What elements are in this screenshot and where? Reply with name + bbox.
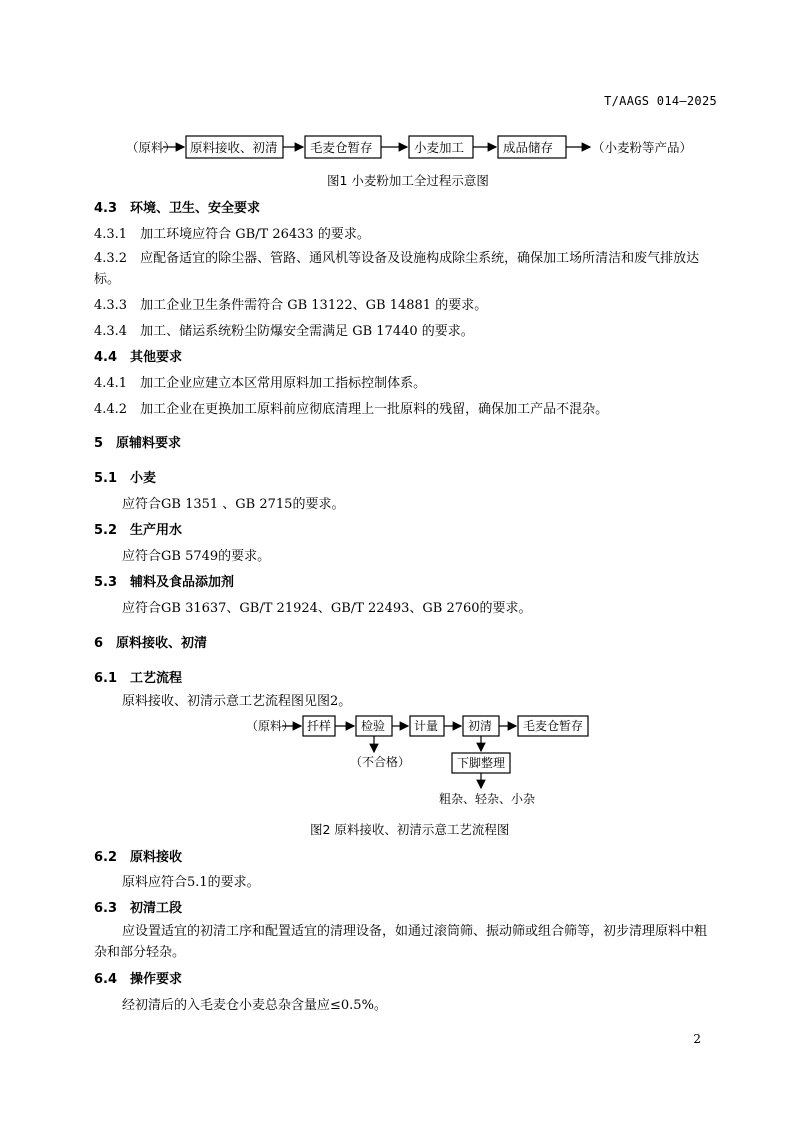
section-5-2-text: 应符合GB 5749的要求。 [122, 549, 271, 564]
fig1-box-storage-label: 毛麦仓暂存 [310, 140, 373, 155]
section-6-1-heading: 6.1 工艺流程 [94, 671, 183, 686]
fig1-box-processing-label: 小麦加工 [414, 140, 465, 155]
clause-4-3-3: 4.3.3 加工企业卫生条件需符合 GB 13122、GB 14881 的要求。 [94, 298, 488, 313]
section-5-1-text: 应符合GB 1351 、GB 2715的要求。 [122, 497, 345, 512]
fig2-box-residue-label: 下脚整理 [457, 756, 506, 770]
section-6-4-heading: 6.4 操作要求 [94, 972, 183, 987]
section-5-heading: 5 原辅料要求 [94, 436, 182, 451]
clause-4-3-2: 4.3.2 应配备适宜的除尘器、管路、通风机等设备及设施构成除尘系统，确保加工场所清洁和废气排放达标。 [94, 251, 700, 287]
document-id: T/AAGS 014—2025 [604, 94, 717, 108]
fig2-box-sampling-label: 扦样 [307, 719, 332, 733]
fig1-start-label: （原料） [126, 140, 177, 155]
clause-4-4-1: 4.4.1 加工企业应建立本区常用原料加工指标控制体系。 [94, 376, 427, 391]
clause-4-3-4: 4.3.4 加工、储运系统粉尘防爆安全需满足 GB 17440 的要求。 [94, 324, 474, 339]
section-5-1-heading: 5.1 小麦 [94, 471, 157, 486]
clause-4-3-1: 4.3.1 加工环境应符合 GB/T 26433 的要求。 [94, 227, 370, 242]
section-6-heading: 6 原料接收、初清 [94, 636, 208, 651]
section-4-3-heading: 4.3 环境、卫生、安全要求 [94, 201, 261, 216]
section-5-2-heading: 5.2 生产用水 [94, 523, 183, 538]
fig2-reject-label: （不合格） [350, 755, 411, 769]
section-6-3-text: 应设置适宜的初清工序和配置适宜的清理设备，如通过滚筒筛、振动筛或组合筛等，初步清理原料中粗杂和部分轻杂。 [94, 924, 708, 960]
fig2-impurities-label: 粗杂、轻杂、小杂 [439, 792, 536, 806]
section-6-2-text: 原料应符合5.1的要求。 [122, 875, 260, 890]
figure-2-caption: 图2 原料接收、初清示意工艺流程图 [310, 822, 510, 837]
section-6-2-heading: 6.2 原料接收 [94, 850, 183, 865]
section-6-3-heading: 6.3 初清工段 [94, 901, 183, 916]
page-number: 2 [693, 1032, 701, 1046]
fig2-box-inspection-label: 检验 [361, 719, 386, 733]
fig1-box-product-storage-label: 成品储存 [503, 140, 554, 155]
fig2-box-precleaning-label: 初清 [468, 719, 493, 733]
section-6-1-text: 原料接收、初清示意工艺流程图见图2。 [122, 694, 352, 709]
fig1-end-label: （小麦粉等产品） [592, 140, 693, 155]
fig1-box-receive-label: 原料接收、初清 [190, 140, 278, 155]
section-5-3-text: 应符合GB 31637、GB/T 21924、GB/T 22493、GB 2760的要求。 [122, 601, 532, 616]
clause-4-4-2: 4.4.2 加工企业在更换加工原料前应彻底清理上一批原料的残留，确保加工产品不混杂。 [94, 402, 609, 417]
section-4-4-heading: 4.4 其他要求 [94, 350, 183, 365]
section-5-3-heading: 5.3 辅料及食品添加剂 [94, 575, 235, 590]
figure-2-flowchart [240, 711, 600, 811]
fig2-box-storage-label: 毛麦仓暂存 [523, 719, 584, 733]
figure-1-flowchart [120, 133, 700, 163]
figure-1-caption: 图1 小麦粉加工全过程示意图 [327, 173, 489, 188]
fig2-box-weighing-label: 计量 [414, 719, 439, 733]
fig2-start-label: （原料） [246, 719, 295, 733]
section-6-4-text: 经初清后的入毛麦仓小麦总杂含量应≤0.5%。 [122, 998, 387, 1013]
